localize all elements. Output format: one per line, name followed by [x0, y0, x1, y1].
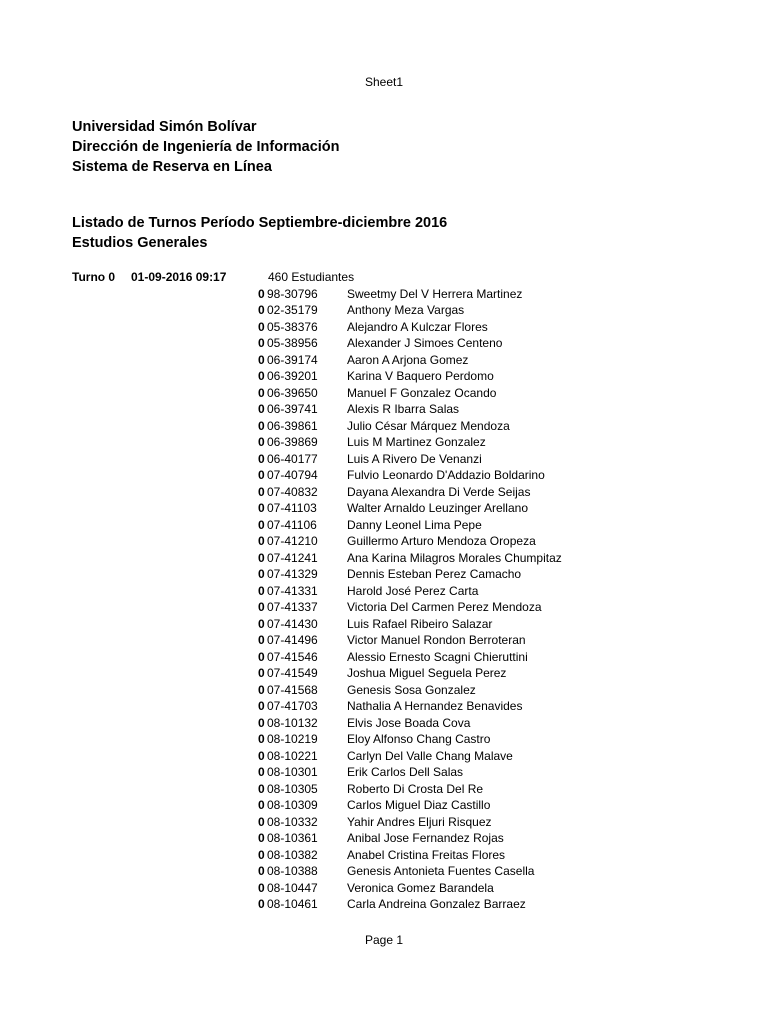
student-id: 02-35179 — [267, 303, 318, 317]
student-row — [258, 830, 708, 847]
student-row — [258, 599, 708, 616]
student-id: 07-41331 — [267, 583, 318, 598]
turno-datetime: 01-09-2016 09:17 — [131, 270, 227, 284]
student-turn: 0 — [258, 682, 265, 697]
department-name: Dirección de Ingeniería de Información — [72, 139, 340, 155]
student-name: Alexis R Ibarra Salas — [347, 402, 460, 416]
student-row — [258, 467, 708, 484]
student-row — [258, 814, 708, 831]
student-id: 08-10461 — [267, 897, 318, 911]
turno-label: Turno 0 — [72, 270, 116, 284]
student-turn: 0 — [258, 814, 265, 829]
student-id: 08-10447 — [267, 880, 318, 895]
student-name: Walter Arnaldo Leuzinger Arellano — [347, 501, 528, 515]
student-id: 06-39869 — [267, 435, 318, 449]
student-name: Danny Leonel Lima Pepe — [347, 517, 482, 532]
student-id: 08-10332 — [267, 814, 318, 829]
student-turn: 0 — [258, 864, 265, 878]
student-id: 07-41549 — [267, 666, 318, 680]
student-row — [258, 484, 708, 501]
student-id: 07-41241 — [267, 550, 318, 565]
student-row — [258, 847, 708, 864]
student-row — [258, 451, 708, 468]
system-name: Sistema de Reserva en Línea — [72, 159, 272, 175]
student-name: Anibal Jose Fernandez Rojas — [347, 831, 504, 845]
student-row — [258, 715, 708, 732]
student-id: 07-41568 — [267, 682, 318, 697]
student-turn: 0 — [258, 451, 265, 466]
student-id: 05-38956 — [267, 336, 318, 350]
student-turn: 0 — [258, 715, 265, 730]
student-id: 07-41106 — [267, 517, 317, 532]
student-turn: 0 — [258, 418, 265, 433]
student-name: Victor Manuel Rondon Berroteran — [347, 633, 526, 647]
student-list — [258, 286, 708, 913]
student-turn: 0 — [258, 600, 265, 614]
student-row — [258, 286, 708, 303]
student-turn: 0 — [258, 583, 265, 598]
student-id: 98-30796 — [267, 286, 318, 301]
student-id: 08-10382 — [267, 847, 318, 862]
student-row — [258, 698, 708, 715]
student-name: Alejandro A Kulczar Flores — [347, 319, 488, 334]
student-id: 07-40832 — [267, 484, 318, 499]
student-row — [258, 583, 708, 600]
student-id: 07-41337 — [267, 600, 318, 614]
student-name: Yahir Andres Eljuri Risquez — [347, 814, 492, 829]
student-row — [258, 682, 708, 699]
student-name: Joshua Miguel Seguela Perez — [347, 666, 507, 680]
student-name: Fulvio Leonardo D'Addazio Boldarino — [347, 468, 545, 482]
student-name: Karina V Baquero Perdomo — [347, 369, 494, 383]
student-id: 07-41496 — [267, 633, 318, 647]
student-turn: 0 — [258, 385, 265, 400]
student-turn: 0 — [258, 468, 265, 482]
student-turn: 0 — [258, 369, 265, 383]
student-row — [258, 352, 708, 369]
student-name: Anabel Cristina Freitas Flores — [347, 847, 506, 862]
student-id: 06-39741 — [267, 402, 318, 416]
institution-header — [72, 117, 340, 177]
student-id: 07-41329 — [267, 567, 318, 581]
student-row — [258, 797, 708, 814]
student-id: 08-10309 — [267, 798, 318, 812]
student-id: 07-40794 — [267, 468, 318, 482]
student-row — [258, 731, 708, 748]
student-row — [258, 863, 708, 880]
student-name: Luis M Martinez Gonzalez — [347, 435, 486, 449]
student-name: Anthony Meza Vargas — [347, 303, 465, 317]
student-row — [258, 880, 708, 897]
student-name: Roberto Di Crosta Del Re — [347, 781, 484, 796]
student-name: Victoria Del Carmen Perez Mendoza — [347, 600, 542, 614]
page-number: Page 1 — [364, 933, 404, 947]
student-row — [258, 764, 708, 781]
student-turn: 0 — [258, 286, 265, 301]
student-turn: 0 — [258, 352, 265, 367]
listing-title: Listado de Turnos Período Septiembre-diciembre 2016 — [72, 215, 448, 231]
student-name: Eloy Alfonso Chang Castro — [347, 732, 491, 746]
student-id: 06-39174 — [267, 352, 318, 367]
student-name: Manuel F Gonzalez Ocando — [347, 385, 497, 400]
student-id: 06-39861 — [267, 418, 318, 433]
student-turn: 0 — [258, 649, 265, 664]
student-id: 08-10305 — [267, 781, 318, 796]
student-turn: 0 — [258, 666, 265, 680]
student-name: Guillermo Arturo Mendoza Oropeza — [347, 534, 536, 548]
student-name: Aaron A Arjona Gomez — [347, 352, 469, 367]
student-row — [258, 896, 708, 913]
student-name: Dennis Esteban Perez Camacho — [347, 567, 522, 581]
student-turn: 0 — [258, 402, 265, 416]
student-row — [258, 781, 708, 798]
student-id: 08-10132 — [267, 715, 318, 730]
student-turn: 0 — [258, 501, 265, 515]
student-name: Veronica Gomez Barandela — [347, 880, 494, 895]
student-turn: 0 — [258, 303, 265, 317]
student-name: Erik Carlos Dell Salas — [347, 765, 464, 779]
student-id: 07-41546 — [267, 649, 318, 664]
student-turn: 0 — [258, 517, 265, 532]
student-turn: 0 — [258, 847, 265, 862]
student-name: Nathalia A Hernandez Benavides — [347, 699, 523, 713]
student-turn: 0 — [258, 336, 265, 350]
student-turn: 0 — [258, 633, 265, 647]
student-name: Alessio Ernesto Scagni Chieruttini — [347, 649, 528, 664]
student-turn: 0 — [258, 765, 265, 779]
student-id: 07-41430 — [267, 616, 318, 631]
student-row — [258, 401, 708, 418]
student-name: Elvis Jose Boada Cova — [347, 715, 471, 730]
student-row — [258, 632, 708, 649]
student-name: Genesis Sosa Gonzalez — [347, 682, 476, 697]
student-name: Carla Andreina Gonzalez Barraez — [347, 897, 526, 911]
student-name: Julio César Márquez Mendoza — [347, 418, 510, 433]
turno-student-count: 460 Estudiantes — [268, 270, 355, 284]
listing-header — [72, 213, 447, 253]
student-name: Alexander J Simoes Centeno — [347, 336, 503, 350]
listing-subtitle: Estudios Generales — [72, 235, 208, 251]
student-id: 06-39650 — [267, 385, 318, 400]
student-turn: 0 — [258, 534, 265, 548]
student-turn: 0 — [258, 435, 265, 449]
student-name: Carlos Miguel Diaz Castillo — [347, 798, 491, 812]
student-row — [258, 566, 708, 583]
student-id: 07-41210 — [267, 534, 318, 548]
student-id: 08-10219 — [267, 732, 318, 746]
student-row — [258, 665, 708, 682]
student-name: Sweetmy Del V Herrera Martinez — [347, 286, 523, 301]
student-name: Dayana Alexandra Di Verde Seijas — [347, 484, 531, 499]
student-id: 06-40177 — [267, 451, 318, 466]
student-id: 07-41703 — [267, 699, 318, 713]
student-turn: 0 — [258, 699, 265, 713]
student-turn: 0 — [258, 567, 265, 581]
student-row — [258, 616, 708, 633]
student-id: 06-39201 — [267, 369, 318, 383]
student-id: 08-10361 — [267, 831, 318, 845]
student-turn: 0 — [258, 550, 265, 565]
student-turn: 0 — [258, 319, 265, 334]
student-row — [258, 335, 708, 352]
student-id: 08-10301 — [267, 765, 318, 779]
student-turn: 0 — [258, 484, 265, 499]
student-turn: 0 — [258, 781, 265, 796]
student-row — [258, 517, 708, 534]
turno-header-row — [72, 269, 672, 285]
student-name: Harold José Perez Carta — [347, 583, 479, 598]
university-name: Universidad Simón Bolívar — [72, 119, 257, 135]
student-name: Luis Rafael Ribeiro Salazar — [347, 616, 493, 631]
student-row — [258, 368, 708, 385]
student-turn: 0 — [258, 748, 265, 763]
student-turn: 0 — [258, 880, 265, 895]
student-turn: 0 — [258, 732, 265, 746]
student-row — [258, 500, 708, 517]
student-turn: 0 — [258, 616, 265, 631]
student-id: 08-10388 — [267, 864, 318, 878]
student-row — [258, 385, 708, 402]
student-name: Luis A Rivero De Venanzi — [347, 451, 482, 466]
student-id: 07-41103 — [267, 501, 317, 515]
sheet-title: Sheet1 — [364, 75, 404, 89]
student-row — [258, 418, 708, 435]
student-row — [258, 319, 708, 336]
student-row — [258, 533, 708, 550]
student-name: Genesis Antonieta Fuentes Casella — [347, 864, 535, 878]
student-row — [258, 748, 708, 765]
student-turn: 0 — [258, 897, 265, 911]
student-turn: 0 — [258, 831, 265, 845]
student-name: Ana Karina Milagros Morales Chumpitaz — [347, 550, 562, 565]
student-row — [258, 434, 708, 451]
student-turn: 0 — [258, 798, 265, 812]
student-row — [258, 649, 708, 666]
student-name: Carlyn Del Valle Chang Malave — [347, 748, 513, 763]
student-id: 08-10221 — [267, 748, 318, 763]
student-row — [258, 550, 708, 567]
student-row — [258, 302, 708, 319]
student-id: 05-38376 — [267, 319, 318, 334]
